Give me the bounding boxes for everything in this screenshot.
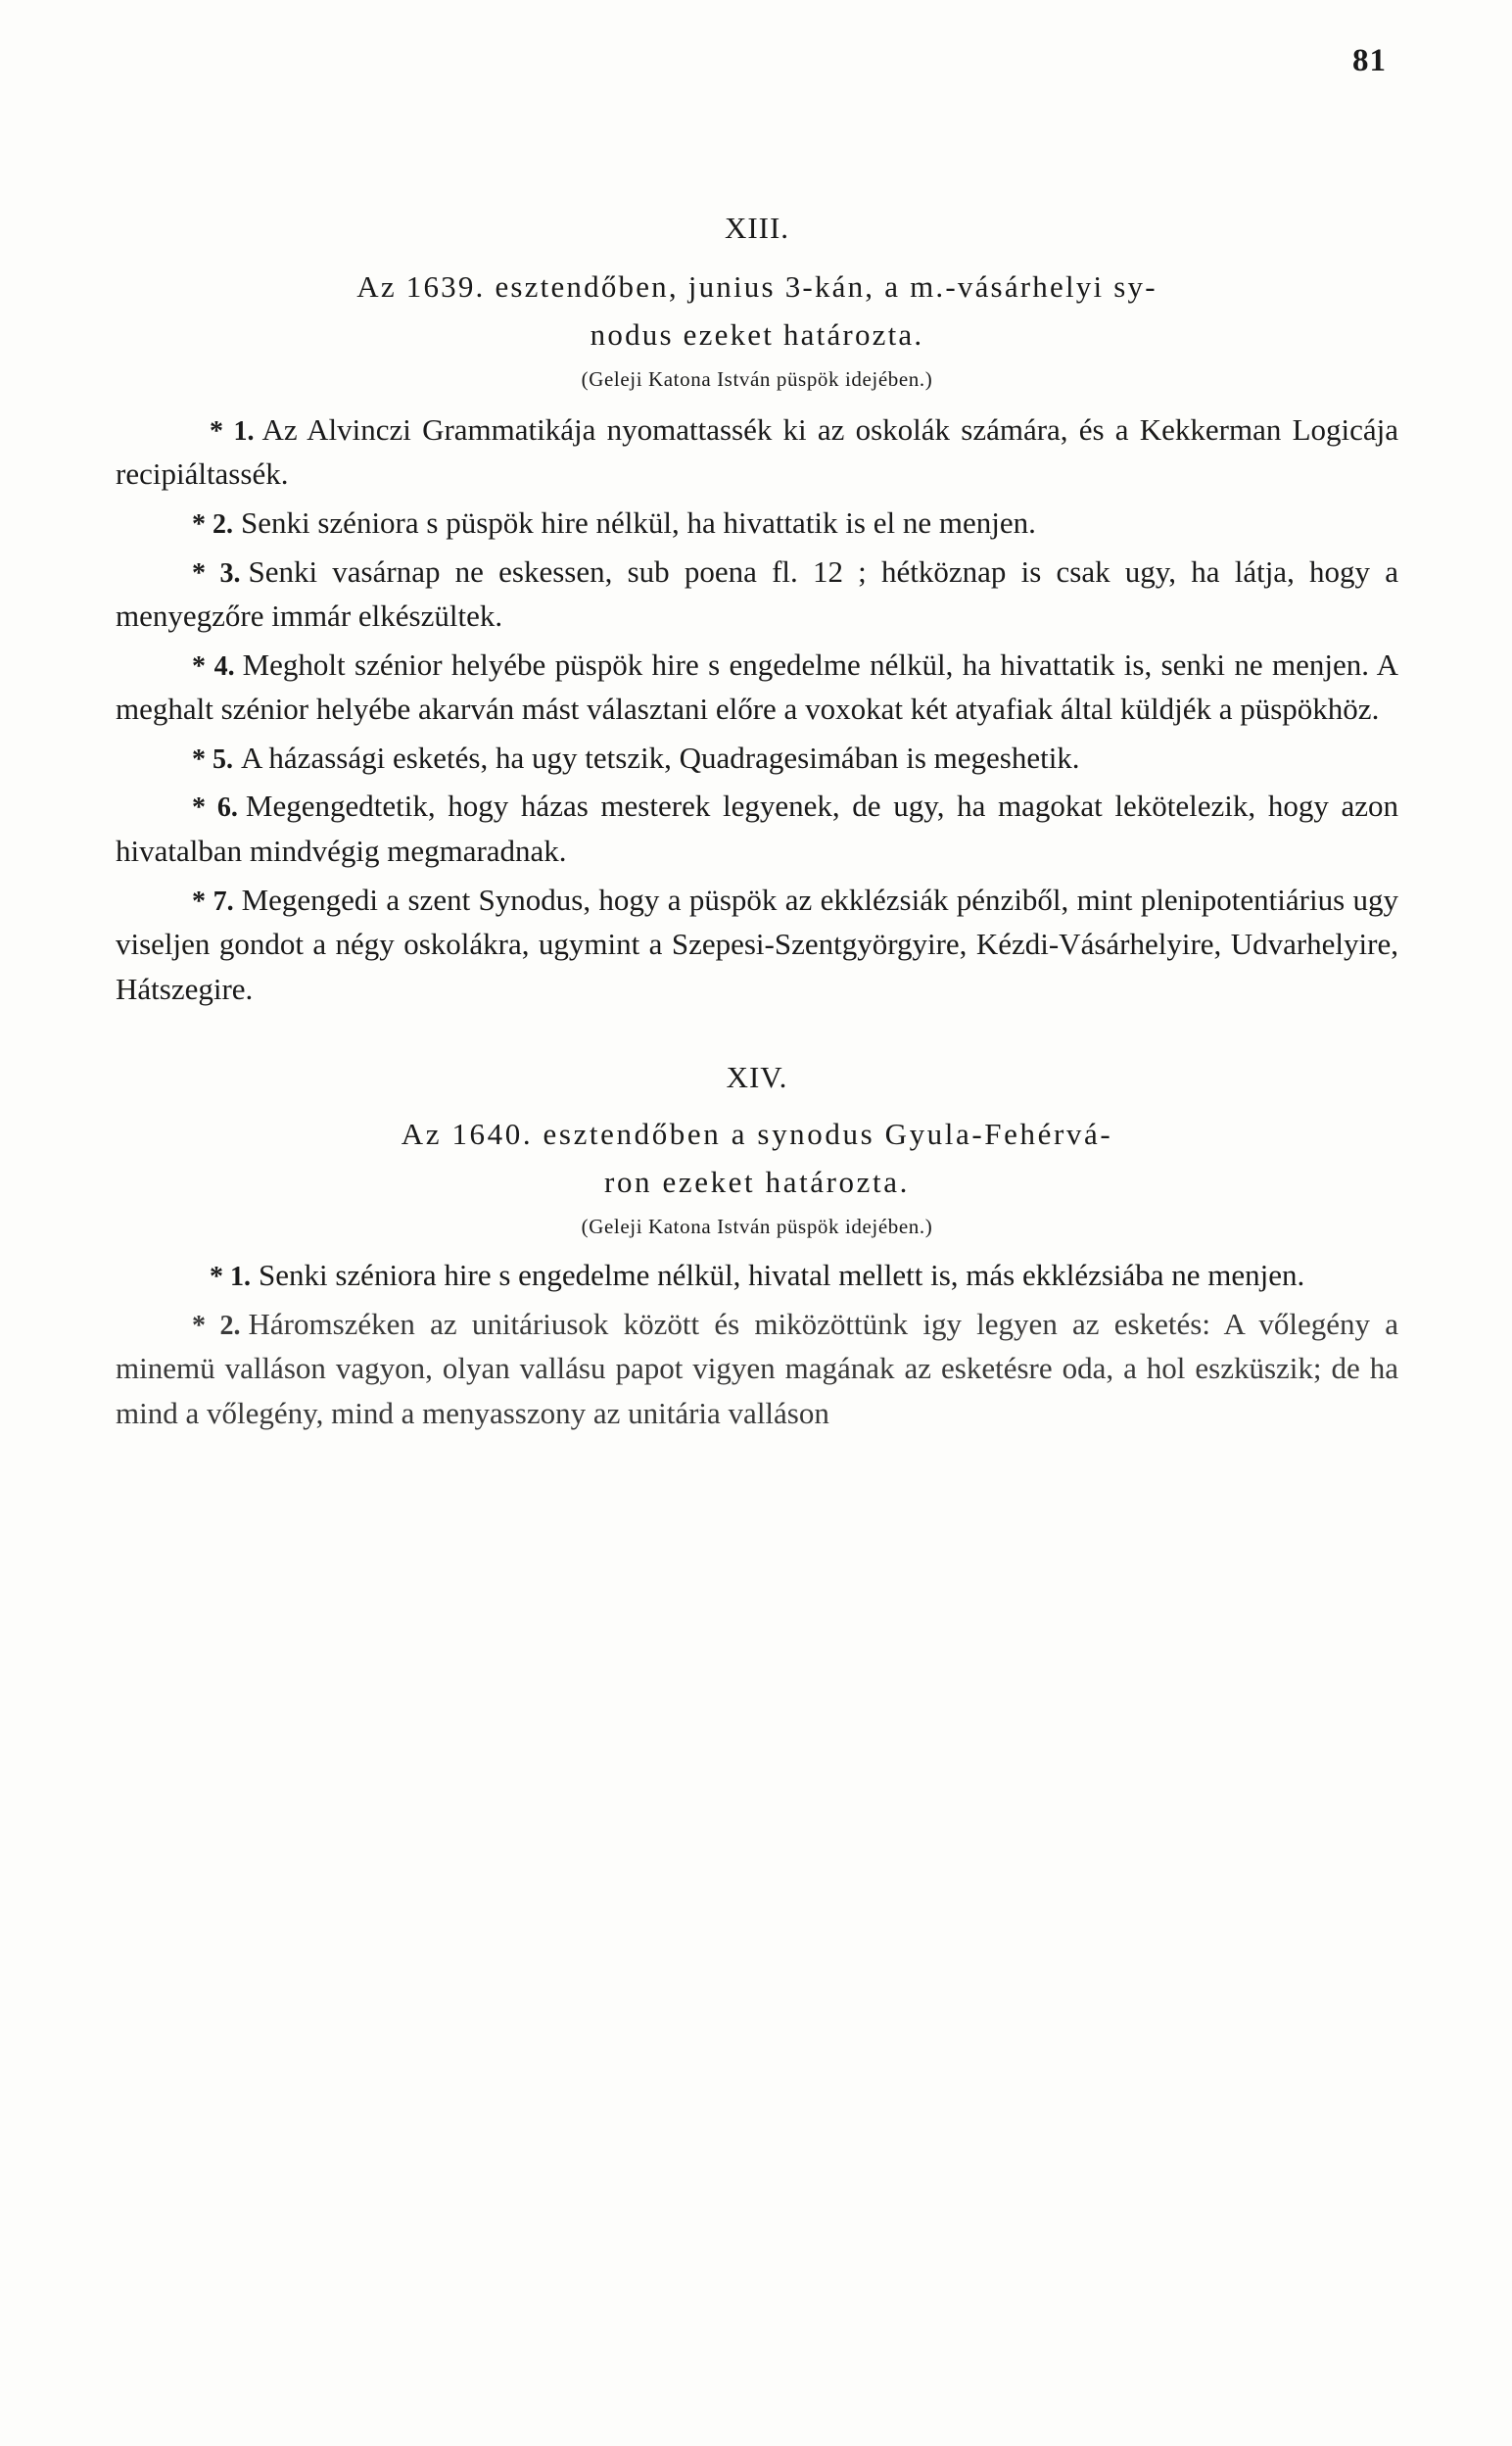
article-marker: * 1. [210, 415, 255, 447]
article-text: Senki széniora hire s engedelme nélkül, hivatal mellett is, más ekklézsiába ne menjen. [259, 1258, 1305, 1293]
article-marker: * 5. [192, 743, 233, 775]
page-content [116, 211, 1398, 1439]
article-item [116, 878, 1398, 1012]
article-item [116, 550, 1398, 639]
article-item [116, 643, 1398, 732]
page-number: 81 [1352, 43, 1387, 78]
section-numeral: XIII. [724, 211, 790, 245]
section-xiv [116, 1060, 1398, 1435]
article-text: Senki vasárnap ne eskessen, sub poena fl. 12 ; hétköznap is csak ugy, ha látja, hogy a menyegzőre immár elkészültek. [116, 553, 1399, 634]
section-heading-line2: nodus ezeket határozta. [590, 316, 924, 352]
article-marker: * 2. [192, 1310, 241, 1341]
article-item [116, 784, 1398, 873]
article-item [116, 736, 1398, 781]
article-text: Az Alvinczi Grammatikája nyomattassék ki az oskolák számára, és a Kekkerman Logicája recipiáltassék. [116, 411, 1399, 492]
section-subheading: (Geleji Katona István püspök idejében.) [581, 366, 933, 391]
section-heading-line1: Az 1640. esztendőben a synodus Gyula-Fehérvá- [401, 1117, 1113, 1152]
article-text: Háromszéken az unitáriusok között és miközöttünk igy legyen az esketés: A vőlegény a minemü valláson vagyon, olyan vallásu papot vigyen magának az esketésre oda, a hol eszküszik; de ha mind a vőlegény, mind a menyasszony az unitária valláson [116, 1306, 1398, 1430]
section-numeral: XIV. [726, 1060, 788, 1095]
article-text: Megholt szénior helyébe püspök hire s engedelme nélkül, ha hivattatik is, senki ne menjen. A meghalt szénior helyébe akarván mást választani előre a voxokat két atyafiak által küldjék a püspökhöz. [116, 647, 1398, 727]
section-divider-space [116, 1015, 1398, 1060]
article-marker: * 2. [192, 509, 233, 540]
article-item [116, 501, 1398, 546]
article-marker: * 3. [192, 557, 241, 589]
article-text: Megengedi a szent Synodus, hogy a püspök az ekklézsiák pénziből, mint plenipotentiárius ugy viseljen gondot a négy oskolákra, ugymint a Szepesi-Szentgyörgyire, Kézdi-Vásárhelyire, Udvarhelyire, Hátszegire. [116, 882, 1398, 1006]
article-item [116, 1253, 1398, 1298]
article-item [116, 1302, 1398, 1436]
article-text: A házassági esketés, ha ugy tetszik, Quadragesimában is megeshetik. [241, 740, 1080, 775]
article-marker: * 6. [192, 792, 238, 824]
article-text: Senki széniora s püspök hire nélkül, ha hivattatik is el ne menjen. [241, 505, 1036, 540]
section-heading-line1: Az 1639. esztendőben, junius 3-kán, a m.-vásárhelyi sy- [356, 269, 1158, 304]
section-xiii [116, 211, 1398, 1011]
section-subheading: (Geleji Katona István püspök idejében.) [581, 1215, 933, 1239]
section-heading-line2: ron ezeket határozta. [604, 1165, 910, 1200]
article-text: Megengedtetik, hogy házas mesterek legyenek, de ugy, ha magokat lekötelezik, hogy azon hivatalban mindvégig megmaradnak. [116, 789, 1399, 868]
article-item [116, 408, 1398, 497]
article-marker: * 1. [210, 1262, 251, 1293]
article-marker: * 7. [192, 886, 234, 917]
article-marker: * 4. [192, 650, 235, 682]
